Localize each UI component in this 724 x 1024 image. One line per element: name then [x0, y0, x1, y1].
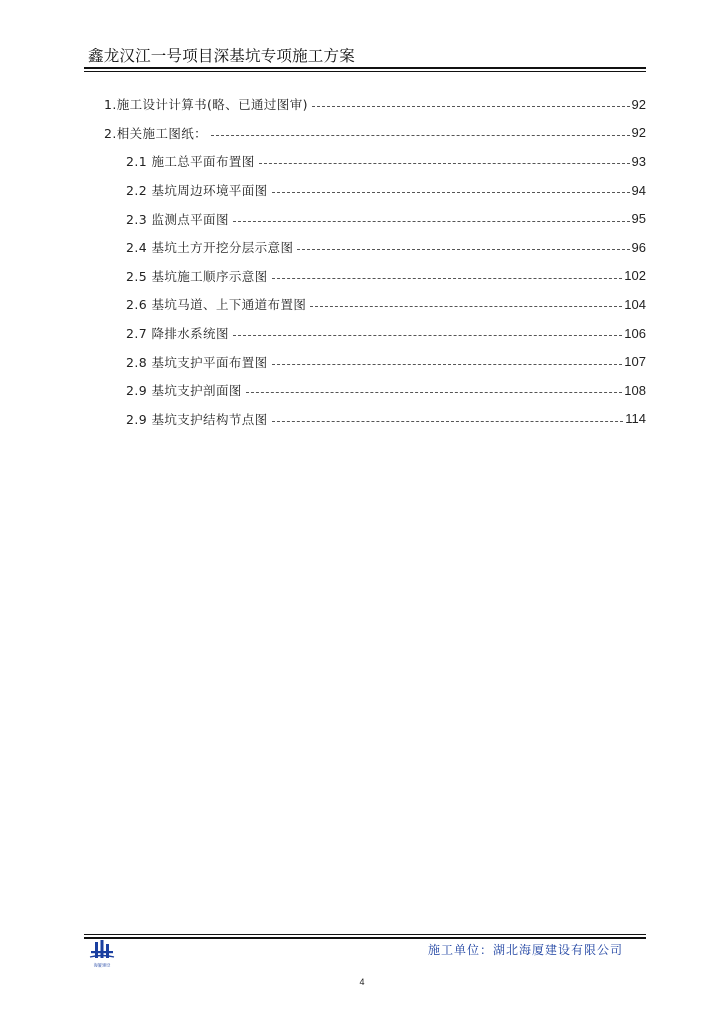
toc-leader-dots: [211, 134, 630, 136]
company-logo: [86, 940, 118, 968]
toc-item-label: 2.9 基坑支护剖面图: [126, 383, 242, 399]
toc-leader-dots: [312, 105, 630, 107]
toc-item-page: 93: [631, 153, 646, 169]
toc-item-page: 94: [631, 182, 646, 198]
toc-item[interactable]: [104, 347, 646, 376]
toc-leader-dots: [259, 162, 630, 164]
toc-leader-dots: [233, 334, 622, 336]
toc-item-label: 2.9 基坑支护结构节点图: [126, 411, 268, 427]
toc-item[interactable]: [104, 147, 646, 176]
toc-item-page: 102: [624, 268, 646, 284]
toc-item-label: 1.施工设计计算书(略、已通过图审): [104, 97, 308, 113]
page-header-title: 鑫龙汉江一号项目深基坑专项施工方案: [88, 47, 355, 65]
header-rule-thin: [84, 71, 646, 72]
toc-item-label: 2.8 基坑支护平面布置图: [126, 354, 268, 370]
company-logo-text: 海厦建设: [93, 962, 111, 968]
toc-leader-dots: [297, 248, 629, 250]
toc-leader-dots: [233, 220, 630, 222]
toc-item[interactable]: [104, 262, 646, 291]
toc-item[interactable]: [104, 119, 646, 148]
toc-item[interactable]: [104, 90, 646, 119]
toc-item-page: 96: [631, 239, 646, 255]
footer-rule: [84, 937, 646, 939]
toc-item[interactable]: [104, 233, 646, 262]
toc-leader-dots: [272, 420, 624, 422]
toc-item-page: 107: [624, 354, 646, 370]
table-of-contents: [104, 90, 646, 433]
toc-item-page: 114: [625, 411, 646, 427]
toc-leader-dots: [272, 191, 630, 193]
toc-item-page: 106: [624, 325, 646, 341]
toc-leader-dots: [272, 277, 623, 279]
company-logo-icon: [86, 940, 118, 968]
toc-leader-dots: [310, 305, 622, 307]
toc-item-page: 104: [624, 296, 646, 312]
footer-rule-thin: [84, 934, 646, 935]
toc-item-page: 92: [631, 96, 646, 112]
toc-item-label: 2.5 基坑施工顺序示意图: [126, 268, 268, 284]
toc-item-label: 2.1 施工总平面布置图: [126, 154, 255, 170]
toc-item-page: 108: [624, 382, 646, 398]
toc-item[interactable]: [104, 405, 646, 434]
header-rule: [84, 67, 646, 69]
toc-item-label: 2.相关施工图纸：: [104, 125, 208, 141]
toc-item-page: 92: [631, 125, 646, 141]
toc-leader-dots: [272, 363, 623, 365]
toc-item-label: 2.3 监测点平面图: [126, 211, 229, 227]
toc-item[interactable]: [104, 376, 646, 405]
toc-item-label: 2.4 基坑土方开挖分层示意图: [126, 240, 294, 256]
toc-item[interactable]: [104, 290, 646, 319]
toc-item[interactable]: [104, 319, 646, 348]
page-number: 4: [359, 977, 365, 987]
toc-item[interactable]: [104, 204, 646, 233]
toc-item-label: 2.2 基坑周边环境平面图: [126, 183, 268, 199]
toc-leader-dots: [246, 391, 623, 393]
toc-item[interactable]: [104, 176, 646, 205]
footer-company-name: 施工单位：湖北海厦建设有限公司: [428, 943, 624, 957]
toc-item-label: 2.7 降排水系统图: [126, 326, 229, 342]
toc-item-page: 95: [631, 211, 646, 227]
toc-item-label: 2.6 基坑马道、上下通道布置图: [126, 297, 307, 313]
